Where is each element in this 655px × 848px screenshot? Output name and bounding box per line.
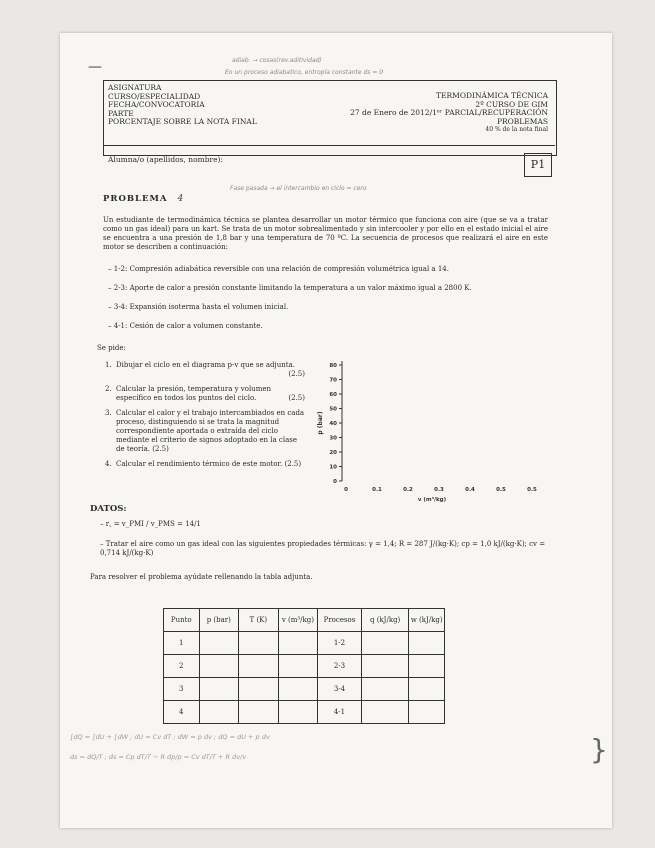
part-value: PROBLEMAS (496, 116, 548, 126)
x-tick-label: 0.3 (434, 487, 444, 493)
question-item (105, 460, 305, 469)
empty-cell[interactable] (278, 678, 318, 701)
th-punto: Punto (164, 609, 200, 632)
empty-cell[interactable] (361, 701, 409, 724)
handwritten-bottom-2: ds = dQ/T ; ds = Cp dT/T − R dp/p = Cv dT/T + R dv/v (70, 753, 247, 761)
label-fecha: FECHA/CONVOCATORIA (108, 100, 205, 109)
th-temperature: T (K) (239, 609, 279, 632)
question-points: (2.5) (152, 445, 169, 453)
label-porcentaje: PORCENTAJE SOBRE LA NOTA FINAL (108, 117, 257, 126)
th-volume: v (m³/kg) (278, 609, 318, 632)
process-text: 2-3: Aporte de calor a presión constante limitando la temperatura a un valor máximo igual a 2800 K. (113, 284, 472, 292)
empty-cell[interactable] (239, 701, 279, 724)
table-intro: Para resolver el problema ayúdate rellenando la tabla adjunta. (90, 573, 313, 581)
empty-cell[interactable] (409, 701, 445, 724)
th-heat: q (kJ/kg) (361, 609, 409, 632)
problem-code-box: P1 (524, 153, 552, 177)
problem-intro: Un estudiante de termodinámica técnica se plantea desarrollar un motor térmico que funciona con aire (que se va a tratar como un gas ideal) para un kart. Se trata de un motor sobrealimentado y sin intercooler y por ello en el estado inicial el aire se encuentra a una presión de 1,8 bar y una temperatura de 70 ºC. La secuencia de procesos que realizará el aire en este motor se describen a continuación: (103, 216, 548, 251)
question-text: Dibujar el ciclo en el diagrama p-v que se adjunta. (116, 361, 295, 369)
datos-title: DATOS: (90, 504, 127, 514)
point-cell: 2 (164, 655, 200, 678)
question-points: (2.5) (284, 460, 302, 468)
y-axis-label: p (bar) (317, 411, 324, 435)
label-asignatura: ASIGNATURA (108, 83, 162, 92)
question-number: 1. (105, 361, 112, 369)
problem-title-text: PROBLEMA (103, 194, 168, 204)
empty-cell[interactable] (199, 701, 239, 724)
empty-cell[interactable] (278, 655, 318, 678)
question-item (105, 361, 305, 379)
point-cell: 1 (164, 632, 200, 655)
empty-cell[interactable] (361, 632, 409, 655)
process-cell: 3-4 (318, 678, 362, 701)
handwritten-note-2: En un proceso adiabatico, entropía constante ds = 0 (225, 69, 384, 76)
x-tick-label: 0.1 (372, 487, 382, 493)
dato-compression-ratio: – r꜀ = v_PMI / v_PMS = 14/1 (100, 520, 201, 528)
problem-title (103, 194, 184, 204)
y-tick-label: 0 (333, 479, 337, 485)
empty-cell[interactable] (409, 632, 445, 655)
pv-chart-root (317, 361, 537, 503)
y-tick-label: 10 (329, 464, 337, 471)
empty-cell[interactable] (278, 701, 318, 724)
question-text: Calcular el rendimiento térmico de este motor. (116, 460, 283, 468)
empty-cell[interactable] (361, 655, 409, 678)
th-pressure: p (bar) (199, 609, 239, 632)
empty-cell[interactable] (361, 678, 409, 701)
question-number: 3. (105, 409, 112, 417)
process-cell: 4-1 (318, 701, 362, 724)
header-divider (103, 145, 555, 146)
question-body (116, 361, 305, 379)
questions-list (105, 361, 305, 469)
empty-cell[interactable] (199, 655, 239, 678)
table-row (164, 655, 445, 678)
percent-value: 40 % de la nota final (485, 126, 548, 133)
question-points: (2.5) (288, 370, 305, 378)
x-tick-label: 0 (344, 487, 348, 493)
table-row (164, 632, 445, 655)
process-text: 4-1: Cesión de calor a volumen constante. (113, 322, 263, 330)
process-item: – 3-4: Expansión isoterma hasta el volumen inicial. (108, 303, 289, 311)
empty-cell[interactable] (239, 678, 279, 701)
empty-cell[interactable] (409, 655, 445, 678)
handwritten-brace: } (590, 733, 608, 766)
empty-cell[interactable] (239, 632, 279, 655)
y-tick-label: 50 (329, 406, 337, 413)
question-number: 2. (105, 385, 112, 393)
question-text: Calcular el calor y el trabajo intercambiados en cada proceso, distinguiendo si se trata la magnitud correspondiente aportada o extraída del ciclo mediante el criterio de signos adoptado en la clase de teoría. (116, 409, 305, 453)
handwritten-dash: — (88, 59, 102, 75)
process-text: 3-4: Expansión isoterma hasta el volumen inicial. (113, 303, 289, 311)
empty-cell[interactable] (278, 632, 318, 655)
x-tick-label: 0.2 (403, 487, 413, 493)
label-curso: CURSO/ESPECIALIDAD (108, 91, 201, 101)
point-cell: 4 (164, 701, 200, 724)
handwritten-note-1: adiab. → cosas(rev.aditividad) (232, 57, 322, 64)
pv-diagram (312, 345, 542, 505)
course-value: 2º CURSO DE GIM (475, 99, 548, 109)
x-axis-label: v (m³/kg) (417, 497, 447, 503)
question-points: (2.5) (288, 394, 305, 402)
x-tick-label: 0.4 (465, 487, 475, 493)
header-left-labels (108, 84, 257, 127)
point-cell: 3 (164, 678, 200, 701)
problem-number-handwritten: 4 (177, 194, 185, 204)
subject-value: TERMODINÁMICA TÉCNICA (436, 91, 548, 100)
process-cell: 1-2 (318, 632, 362, 655)
question-body (116, 409, 305, 454)
process-cell: 2-3 (318, 655, 362, 678)
empty-cell[interactable] (199, 678, 239, 701)
dato-air-properties: – Tratar el aire como un gas ideal con las siguientes propiedades térmicas: γ = 1,4; R = 287 J/(kg·K); cp = 1,0 kJ/(kg·K); cv = 0,714 kJ/(kg·K) (100, 540, 546, 557)
x-tick-label: 0.5 (527, 487, 537, 493)
th-procesos: Procesos (318, 609, 362, 632)
y-tick-label: 60 (329, 392, 337, 398)
question-body (116, 460, 305, 469)
process-item: – 1-2: Compresión adiabática reversible con una relación de compresión volumétrica igual a 14. (108, 265, 449, 273)
table-header-row (164, 609, 445, 632)
y-tick-label: 70 (329, 377, 337, 384)
question-number: 4. (105, 460, 112, 468)
handwritten-bottom-1: ∫dQ = ∫dU + ∫dW ; dU = Cv dT ; dW = p dv ; dQ = dU + p dv (70, 733, 270, 741)
y-tick-label: 40 (329, 421, 337, 427)
cycle-table (163, 608, 445, 724)
question-text: Calcular la presión, temperatura y volumen específico en todos los puntos del ciclo. (116, 385, 271, 402)
y-tick-label: 30 (329, 435, 337, 442)
exam-sheet (60, 33, 612, 828)
table-row (164, 678, 445, 701)
process-item: – 2-3: Aporte de calor a presión constante limitando la temperatura a un valor máximo igual a 2800 K. (108, 284, 472, 292)
student-label: Alumna/o (apellidos, nombre): (108, 155, 223, 164)
question-item (105, 385, 305, 403)
process-item: – 4-1: Cesión de calor a volumen constante. (108, 322, 263, 330)
th-work: w (kJ/kg) (409, 609, 445, 632)
x-tick-label: 0.5 (496, 487, 506, 493)
process-list (108, 265, 548, 331)
process-text: 1-2: Compresión adiabática reversible con una relación de compresión volumétrica igual a 14. (113, 265, 449, 273)
y-tick-label: 20 (329, 450, 337, 456)
date-value: 27 de Enero de 2012/1ᵉʳ PARCIAL/RECUPERACIÓN (350, 108, 548, 117)
y-tick-label: 80 (329, 363, 337, 369)
empty-cell[interactable] (409, 678, 445, 701)
se-pide: Se pide: (97, 344, 126, 352)
question-item (105, 409, 305, 454)
table-row (164, 701, 445, 724)
handwritten-note-title: Fase pasada → el intercambio en ciclo = cero (230, 185, 367, 192)
empty-cell[interactable] (239, 655, 279, 678)
question-body (116, 385, 305, 403)
label-parte: PARTE (108, 108, 134, 118)
empty-cell[interactable] (199, 632, 239, 655)
header-right-values (350, 92, 548, 135)
